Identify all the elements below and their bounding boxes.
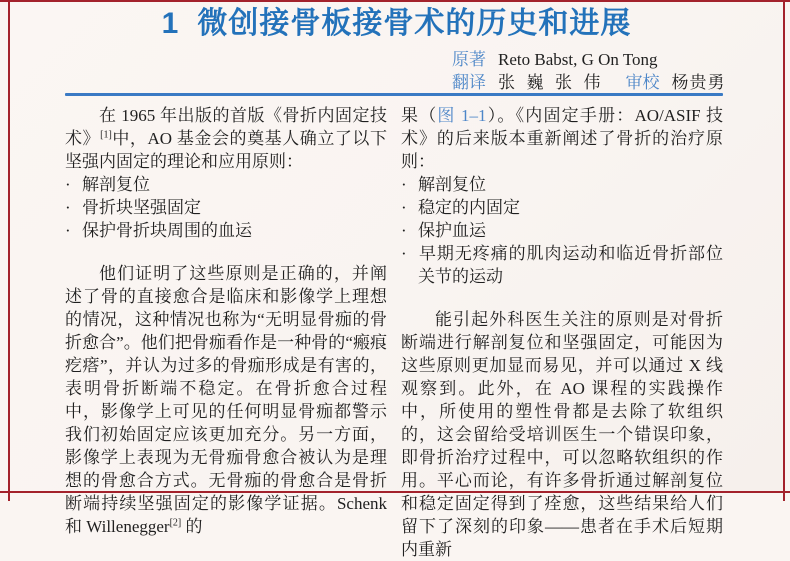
- reviewer: 杨贵勇: [671, 73, 726, 92]
- bullet-icon: ·: [65, 175, 71, 194]
- bullet-icon: ·: [65, 198, 71, 217]
- list-item-text: 解剖复位: [82, 175, 150, 194]
- frame-border-top: [0, 0, 790, 2]
- list-item-text: 解剖复位: [418, 175, 486, 194]
- chapter-number: 1: [161, 7, 180, 40]
- list-item: [401, 196, 723, 219]
- reference-marker-2: [2]: [169, 517, 182, 529]
- list-item-text: 早期无疼痛的肌肉运动和临近骨折部位关节的运动: [418, 244, 723, 286]
- list-item: [401, 242, 723, 288]
- original-authors: Reto Babst, G On Tong: [498, 50, 658, 69]
- frame-border-right: [783, 0, 785, 501]
- text-run: 的: [181, 517, 203, 536]
- original-author-label: 原著: [452, 50, 486, 69]
- list-item-text: 稳定的内固定: [418, 198, 520, 217]
- translator-label: 翻译: [452, 73, 486, 92]
- paragraph-manual-principles: [401, 104, 723, 173]
- text-run: 他们证明了这些原则是正确的，并阐述了骨的直接愈合是临床和影像学上理想的情况，这种情况也称为“无明显骨痂的骨折愈合”。他们把骨痂看作是一种骨的“瘢痕疙瘩”，并认为过多的骨痂形成是有害的，表明骨折断端不稳定。在骨折愈合过程中，影像学上可见的任何明显骨痂都警示我们初始固定应该更加充分。另一方面，影像学上表现为无骨痂骨愈合被认为是理想的骨愈合方式。无骨痂的骨愈合是骨折断端持续坚强固定的影像学证据。Schenk 和 Willenegger: [65, 264, 387, 536]
- list-item: [65, 173, 387, 196]
- reviewer-label: 审校: [625, 73, 660, 92]
- list-item: [401, 219, 723, 242]
- paragraph-direct-healing: [65, 262, 387, 538]
- bullet-icon: ·: [401, 221, 407, 240]
- list-item: [401, 173, 723, 196]
- text-run: ）。《内固定手册：AO/ASIF 技术》的后来版本重新阐述了骨折的治疗原则：: [401, 106, 724, 171]
- list-item-text: 保护骨折块周围的血运: [82, 221, 252, 240]
- header-divider-rule: [65, 93, 723, 96]
- chapter-title-text: 微创接骨板接骨术的历史和进展: [197, 7, 632, 40]
- byline: [452, 49, 726, 95]
- figure-reference: 图 1–1: [437, 106, 487, 125]
- bullet-icon: ·: [401, 244, 407, 263]
- text-run: 中，AO 基金会的奠基人确立了以下坚强内固定的理论和应用原则：: [65, 129, 387, 171]
- list-item: [65, 196, 387, 219]
- list-item: [65, 219, 387, 242]
- byline-translators-row: [452, 72, 726, 93]
- text-run: 果（: [401, 106, 438, 125]
- text-run: 在 1965 年出版的首版《骨折内固定技术》: [65, 106, 387, 148]
- byline-authors-row: [452, 49, 726, 70]
- reference-marker-1: [1]: [100, 129, 112, 141]
- paragraph-surgeon-attention: [401, 308, 723, 561]
- chapter-title: [10, 4, 783, 44]
- principles-list-left: [65, 173, 387, 242]
- bullet-icon: ·: [65, 221, 71, 240]
- book-page: [10, 0, 783, 559]
- frame-border-bottom-divider: [0, 491, 790, 493]
- bullet-icon: ·: [401, 198, 407, 217]
- list-item-text: 骨折块坚强固定: [82, 198, 201, 217]
- bullet-icon: ·: [401, 175, 407, 194]
- paragraph-ao-principles: [65, 104, 387, 173]
- text-run: 能引起外科医生关注的原则是对骨折断端进行解剖复位和坚强固定，可能因为这些原则更加显而易见，并可以通过 X 线观察到。此外，在 AO 课程的实践操作中，所使用的塑性骨都是去除了软组织的，这会留给受培训医生一个错误印象，即骨折治疗过程中，可以忽略软组织的作用。平心而论，有许多骨折通过解剖复位和稳定固定得到了痊愈，这些结果给人们留下了深刻的印象——患者在手术后短期内重新: [401, 310, 723, 559]
- principles-list-right: [401, 173, 723, 288]
- list-item-text: 保护血运: [418, 221, 486, 240]
- frame-border-left: [8, 0, 10, 501]
- translators: 张 巍 张 伟: [498, 73, 602, 92]
